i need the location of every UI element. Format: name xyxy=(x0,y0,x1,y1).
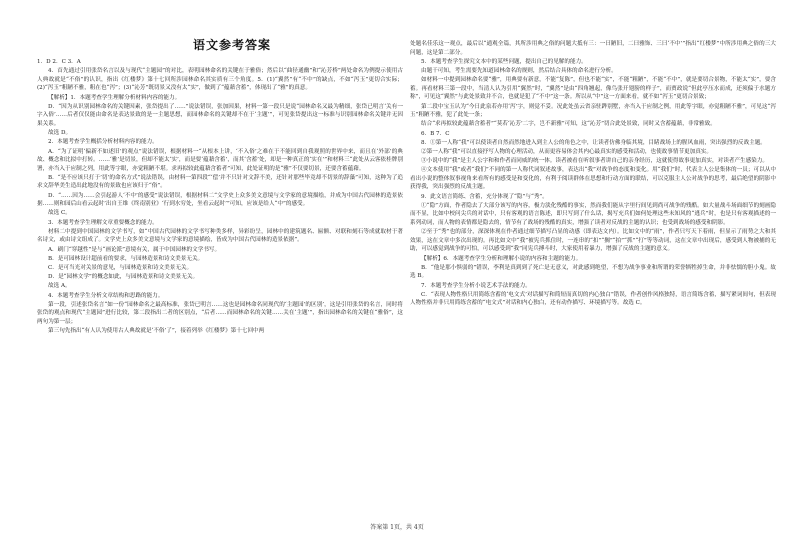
page-footer: 答案第 1页，共 4页 xyxy=(370,524,424,531)
paragraph: D．“因为从识别园林命名的关键因素，张岱提出了……”说法错误，张加因果，材料一第一段只是说“园林命名又最为精细，张岱已明言‘关有一字入俗’……后者仅仅能由命名是表达景致的是一主题思想，而园林命名的关键却不在于‘主题’”，可见张岱提出这一标准与识别园林命名关键并无因果关系。 xyxy=(37,103,403,127)
paragraph: 【解析】1．本题考查学生理解分析材料内容的能力。 xyxy=(48,94,181,101)
paragraph: C．是可当光对关景的意见，与园林造景和诗文美景无关。 xyxy=(48,264,193,271)
paragraph: 6．B 7．C xyxy=(421,130,450,137)
paragraph: 故选 C。 xyxy=(48,210,71,217)
paragraph: ①“隐”方面，作者隐去了大部分该写的内容，极力淡化残酷的事实，然而我们能从字里行间见到尚可战争的残酷。如大量战斗场面细节的刻画隐而不显，比如中校问尖兵的对话中，只有客观的语言陈述，即只写到了什么话，揭写充兵们如何处理这些未知风的“逃兵”时，也是只有客观描述的一系列动词，而人物的表情都是隐去的，情节有了战场的残酷的真实，增强了读者对反战的主题的认识；也受到战场的感受和阴影。 xyxy=(410,202,776,226)
column-divider xyxy=(400,40,401,518)
paragraph: 8．①第一人称“我”可以使读者自然而然地进入到主人公的角色之中，让读者仿佛身临其境，目睹战场上的腥风血雨，突出强烈的反战主题。 xyxy=(421,139,766,146)
paragraph: 第三句先指出“有人认为使用古人典故就是‘不俗’了”，接着列举《红楼梦》第十七回中两 xyxy=(48,328,265,335)
right-column xyxy=(410,40,776,522)
paragraph: C．“表现人物性格只用简练含蓄的‘电文式’对话描写和简短而真切的内心独白”错误，作者创作风格独特，语言简练含蓄，描写紧词间句，但表现人物性格并非只用简练含蓄的“电文式”对话和内心独白，还有动作描写、环境描写等。故选 C。 xyxy=(410,291,776,307)
paragraph: 结合“求再拟较此蕴藉含蓄者”“莫若‘沁芳’二字，岂不新雅”可知，这“沁芳”切合此处景致，同时又含蓄蕴藉，非常雅致。 xyxy=(421,121,716,128)
paragraph: 4．本题考查学生分析文章结构和思路的能力。 xyxy=(48,292,164,299)
paragraph: 7．本题考查学生分析小说艺术手法的能力。 xyxy=(421,282,531,289)
paragraph: 4．首先通过引用张岱名言以及与现代“主题园”的对比，表明园林命名的关键在于雅俗；然后以“曲径通幽”和“沁芳桥”两处命名为例提示使用古人典故就是“不俗”的认识，指出《红楼梦》第十七回所涉园林命名其实质有三个角度。5．(1)“翼然”有“不中”的缺点，不如“泻玉”更切合实际；(2)“泻玉”粗陋不雅，粗在也“泻”；(3)“沁芳”既切景又没有太“实”，做到了“蕴藉含蓄”，体现出了“雅”的真意。 xyxy=(37,68,403,92)
paragraph: 如材料一中提到园林命名要“雅”，用典要有新意，不能“复陈”，但也不能“实”，不能“粗陋”，不能“不中”，就是要切合景物，不能太“实”，要含蓄。再看材料三第一段中，当清人认为引用“翼然”时，“翼然”是由“四角翘起，像鸟张开翅膀的样子”，而贾政说“但此亭压水而成，还须偏于水题方称”，可见这“翼然”与此处景致并不合，也就是犯了“不中”这一条。所以从“中”这一方面来看，就不如“泻玉”更切合景致； xyxy=(410,77,776,101)
paragraph: 3．本题考查学生理解文章重要概念的能力。 xyxy=(48,219,158,226)
paragraph: D．“……因为……会引起游人‘不中’的感受”说法错误，根据材料二“文学史上众多美文意境与文学家的意境描绘，并成为中国古代园林的造景依据……则和园后山看云起时’出自王维《终南别业》‘行到水穷处，坐看云起时’”可知，应该是给人“中”的感受。 xyxy=(37,192,403,208)
paragraph: 故选 D。 xyxy=(48,130,72,137)
paragraph: B．“是不应该只打于’切’的命名方式”说法错误，由材料一第四段“‘偿’并不只针对文辞不美，还针对那些毕竟却不切景的辞藻”可知，这种为了追求文辞华美生造出此地没有的景致也应该归于“俗”。 xyxy=(37,174,403,190)
paragraph: D．是“园林文学”的概念如此，与园林造景和诗文美景无关。 xyxy=(48,274,199,281)
page-title: 语文参考答案 xyxy=(192,38,271,52)
paragraph: 第一段，引述张岱名言“如一份“园林命名之最高标准，张岱已明言……这也是园林命名同现代的‘主题园’的区别’，这是引用张岱的名言，同时将张岱的观点和现代“主题园”进行比较，第二段指出二者的区别点，“后者……而园林命名的关键……关在‘主题’”，指出园林命名的关键在“雅俗”，这两句为第一层； xyxy=(37,301,403,325)
paragraph: A．刷门“穿越性”是与“画论派”意境有关，属于中国园林的文学书写。 xyxy=(48,246,221,253)
paragraph: ②第一人称“我”可以直接抒写人物的心理活动，从而更容易体会其内心最真实的感受和活动，也使故事情节更加真实。 xyxy=(421,148,713,155)
paragraph: B．是可园林设计超前看的要求，与园林造景和诗文美景无关。 xyxy=(48,255,204,262)
left-column xyxy=(37,58,403,518)
paragraph: 处题名佳乐这一观点，最后以“通观全篇，其所涉用典之俗的问题大抵有三：一曰陋旧，二曰雅饰、三曰‘不中’”指出“红楼梦”中所涉用典之俗的三大问题，这是第二部分。 xyxy=(410,41,776,56)
paragraph: 故选 A。 xyxy=(48,283,71,290)
paragraph: 2．本题考查学生概括分析材料内容的能力。 xyxy=(48,139,158,146)
paragraph: ④文本使用“我”或者“我们”不同的第一人称代词叙述故事，表达出“我”对战争的态度和变化。用“我们”时，代表主人公是集体的一员；可以从中看出小说的整体叙事视角来看所有的感受是和变化的，有利于阅读群体在思想和行动方面的联结，可以克服主人公对战争的思考，最后绝望的阴影中获得我，突出强烈的反战主题。 xyxy=(410,167,776,191)
paragraph: 1．D 2．C 3．A xyxy=(37,59,81,65)
paragraph: A．“为了证明‘偏新不如述旧’的观点”说法错误，根据材料一“从根本上讲，‘不入俗’之难在于不能回到自我观照的世界中来，而且在‘外部’的典故、概念和比拟中打转。……‘雅’是切景，但却不能太‘实’，而是要‘蕴藉含蓄’，而其‘含蓄’处，却是一种真正的‘实在’”和材料三“此处从云客依桂牌别署，亦当入于应制之列，用此等字眼，亦觉粗陋不堪。求再拟较此蕴藉含蓄者”可知，此处证明的是“雅”不仅要切景，还要含蓄蕴藉。 xyxy=(37,148,403,172)
paragraph: 材料二中提到中国园林的文学书写，如“中国古代园林的文学书写种类多样，异彩纷呈，园林中的建筑题名、匾额、对联和刻石等成就取材于著名诗文，或由诗文组成了。文学史上众多美文意境与文学家的意境描绘，皆成为中国古代园林的造景依据”。 xyxy=(37,228,403,244)
paragraph: B．“他是那小惧弱的”错误，李利是真到到了死亡是无意义，对此感到绝望，不想为战争事业和所谓的荣誉牺牲掉生命，并非怯懦的胆小鬼。故选 B。 xyxy=(410,264,776,280)
paragraph: ②至于“秀”也的部分，深深体现在作者通过细节描写凸显的动感（即表达文内）。比如文中的“雨”，作者只写天下着雨，但显示了雨势之大和其效果，这在文章中多次出现的。再比如文中“我”被宪兵抓住时，一连串的“扣”“搁”“拍”“抓”“打”等等动词，这在文章中出现后，感受到人物被捕的无助，可以感觉到战争的可怕，可以感受到“我”同宪兵搏斗时，大家使用着暴力，增强了反战的主题的意义。 xyxy=(410,229,776,253)
paragraph: ③小说中的“我”是主人公字和和作者而同威的统一体。读者被看在听叙事者讲自己的亲身经历，这就使得故事更加真实，对读者产生感染力。 xyxy=(421,158,768,165)
paragraph: 由题干可知，考生需要先知道园林命名的规则，然后结合具体的命名进行分析。 xyxy=(421,67,617,74)
paragraph: 9．此文语言简练、含蓄，充分体现了“隐”与“秀”。 xyxy=(421,193,548,200)
paragraph: 【解析】6．本题考查学生分析和理解小说的内容和主题的能力。 xyxy=(421,255,582,262)
paragraph: 5．本题考查学生探究文本中的某些问题，提出自己的见解的能力。 xyxy=(421,58,587,65)
paragraph: 第二段中宝玉认为“今日此泉若亦用‘泻’字，则觉不妥。况此处虽云省亲驻跸别墅，亦当入于应制之例，用此等字眼，亦觉粗陋不雅”，可见这“泻玉”粗陋不雅，犯了此处一条； xyxy=(410,103,776,119)
